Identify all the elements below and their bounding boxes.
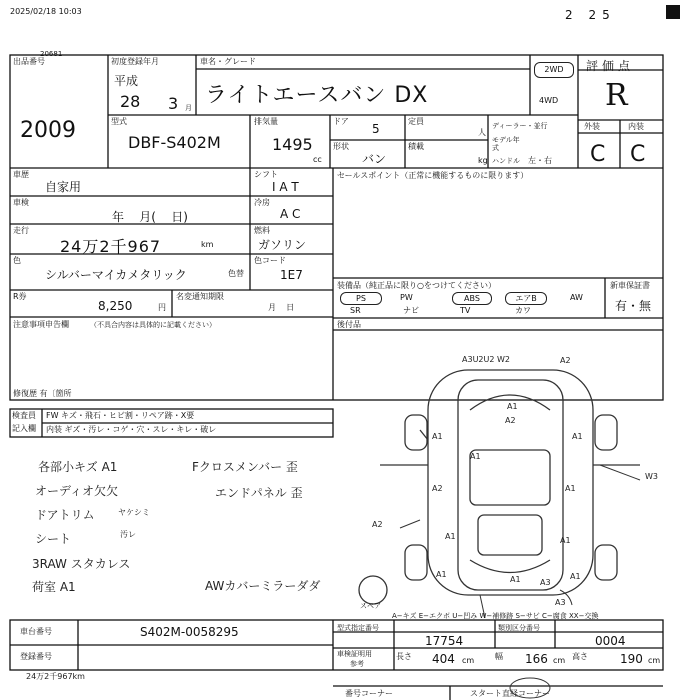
note-left-7: 3RAW スタカレス	[32, 557, 131, 571]
page-mark: 2 25	[565, 8, 616, 22]
length-value: 404	[432, 652, 455, 666]
shape-value: バン	[362, 152, 387, 166]
diag-mark-lf: A1	[432, 432, 443, 441]
score-int-label: 内装	[628, 122, 644, 131]
equip-tv: TV	[460, 306, 471, 315]
reg-number-label: 登録番号	[20, 652, 52, 661]
spare-label: スペア	[360, 602, 381, 610]
shift-label: シフト	[254, 170, 278, 179]
ac-label: 冷房	[254, 198, 270, 207]
score-ext-label: 外装	[584, 122, 600, 131]
new-warranty-label: 新車保証書	[610, 281, 650, 290]
inspector-row-1: FW キズ・飛石・ヒビ割・リペア跡・X要	[46, 411, 195, 420]
recycle-label: R券	[13, 292, 27, 301]
diag-mark-lr: A1	[445, 532, 456, 541]
fuel-label: 燃料	[254, 226, 270, 235]
repair-history: 修復歴 有〔箇所	[13, 389, 72, 398]
color-code: 1E7	[280, 268, 303, 282]
model-spec-value: 17754	[425, 634, 464, 648]
mileage-label: 走行	[13, 226, 29, 235]
height-value: 190	[620, 652, 643, 666]
equip-sr: SR	[350, 306, 361, 315]
shape-label: 形状	[333, 142, 349, 151]
note-right-2: エンドパネル 歪	[215, 486, 303, 500]
yen-unit: 円	[158, 303, 166, 312]
note-left-4: シート	[35, 532, 72, 546]
name-change-label: 名変通知期限	[176, 292, 224, 301]
reg-month: 3	[168, 94, 179, 113]
diag-mark-left-w3: A2	[372, 520, 383, 529]
width-label: 幅	[495, 652, 503, 661]
diag-mark-top: A3U2U2 W2	[462, 355, 510, 364]
dealer-label: ディーラー・並行	[492, 122, 548, 130]
class-value: 0004	[595, 634, 626, 648]
person-unit: 人	[478, 128, 486, 137]
chassis-label: 車台番号	[20, 627, 52, 636]
equip-leather: カワ	[515, 306, 531, 315]
lot-small-code: 20681	[40, 50, 63, 58]
handle-label: ハンドル	[492, 157, 520, 165]
shift-value: I A T	[272, 180, 299, 194]
equip-airbag: エアB	[505, 292, 547, 305]
note-left-1: 各部小キズ A1	[38, 460, 118, 474]
inspector-row-2: 内装 ギズ・汚レ・コゲ・穴・スレ・キレ・破レ	[46, 425, 217, 434]
diag-mark-rrw: A1	[570, 572, 581, 581]
diag-mark-w3: W3	[645, 472, 658, 481]
diag-mark-a3: A3	[555, 598, 566, 607]
drive-4wd: 4WD	[539, 96, 559, 105]
length-label: 長さ	[396, 652, 412, 661]
height-label: 高さ	[572, 652, 588, 661]
model-spec-label: 型式指定番号	[337, 624, 379, 632]
ref-label: 参考	[350, 660, 364, 668]
score-value: R	[605, 78, 628, 113]
after-parts-label: 後付品	[337, 320, 361, 329]
chassis-value: S402M-0058295	[140, 625, 239, 639]
vehicle-name: ライトエースバン DX	[205, 83, 429, 108]
new-warranty-value: 有・無	[615, 299, 652, 313]
history-label: 車歴	[13, 170, 29, 179]
diag-mark-rd: A1	[565, 484, 576, 493]
score-ext-value: C	[590, 142, 606, 167]
km-unit: km	[201, 240, 214, 249]
diag-mark-hood-a1: A1	[507, 402, 518, 411]
equip-pw: PW	[400, 293, 413, 302]
note-left-2: オーディオ欠欠	[35, 484, 119, 498]
bottom-right-label: スタート直経コーナー	[470, 689, 550, 698]
reg-month-unit: 月	[185, 104, 192, 112]
width-value: 166	[525, 652, 548, 666]
fuel-value: ガソリン	[258, 238, 307, 252]
model-year-label: モデル年式	[492, 136, 520, 152]
class-label: 類別区分番号	[498, 624, 540, 632]
note-left-6: 汚レ	[120, 530, 136, 539]
capacity-label: 定員	[408, 117, 424, 126]
mileage-value: 24万2千967	[60, 237, 162, 256]
inspector-label-1: 検査員	[12, 411, 36, 420]
name-change-value: 月 日	[268, 303, 295, 312]
history-value: 自家用	[45, 180, 82, 194]
reg-year: 28	[120, 92, 141, 111]
diag-mark-tr: A2	[560, 356, 571, 365]
equip-ps: PS	[340, 292, 382, 305]
reg-label: 初度登録年月	[111, 57, 159, 66]
color-code-label: 色コード	[254, 256, 286, 265]
lot-number: 2009	[20, 118, 76, 143]
length-unit: cm	[462, 656, 475, 665]
equip-aw: AW	[570, 293, 583, 302]
damage-legend: A−キズ E−エクボ U−凹み W−補修跡 S−サビ C−腐食 XX−交換	[392, 612, 599, 620]
timestamp: 2025/02/18 10:03	[10, 7, 82, 16]
displacement-label: 排気量	[254, 117, 278, 126]
diag-mark-rear-1: A1	[510, 575, 521, 584]
diag-mark-hood-a2: A2	[505, 416, 516, 425]
drive-2wd: 2WD	[534, 62, 574, 78]
ac-value: A C	[280, 207, 301, 221]
color-label: 色	[13, 256, 21, 265]
diag-mark-mid: A1	[470, 452, 481, 461]
recycle-value: 8,250	[98, 299, 133, 313]
note-left-8: 荷室 A1	[32, 580, 76, 594]
inspector-label-2: 記入欄	[12, 424, 36, 433]
width-unit: cm	[553, 656, 566, 665]
inspection-label: 車検	[13, 198, 29, 207]
diag-mark-rf: A1	[572, 432, 583, 441]
inspection-value: 年 月( 日)	[112, 210, 188, 224]
model-value: DBF-S402M	[128, 133, 221, 152]
reg-handwritten: 24万2千967km	[26, 672, 85, 681]
vehicle-name-label: 車名・グレード	[200, 57, 256, 66]
door-label: ドア	[333, 117, 349, 126]
equip-navi: ナビ	[403, 306, 419, 315]
notes-label: 注意事項申告欄	[13, 320, 69, 329]
diag-mark-rear-2: A3	[540, 578, 551, 587]
sales-points-label: セールスポイント（正常に機能するものに限ります）	[337, 171, 529, 180]
diag-mark-lrw: A1	[436, 570, 447, 579]
color-change-label: 色替	[228, 269, 244, 278]
note-left-5: ヤケシミ	[118, 508, 150, 517]
bottom-left-label: 番号コーナー	[345, 689, 393, 698]
height-unit: cm	[648, 656, 661, 665]
handle-value: 左・右	[528, 156, 552, 165]
cert-label: 車検証明用	[337, 650, 372, 658]
model-label: 型式	[111, 117, 127, 126]
door-value: 5	[372, 122, 380, 136]
score-label: 評価点	[586, 59, 635, 73]
cc-unit: cc	[313, 155, 322, 164]
score-int-value: C	[630, 142, 646, 167]
displacement-value: 1495	[272, 135, 313, 154]
lot-label: 出品番号	[13, 57, 45, 66]
diag-mark-ld: A2	[432, 484, 443, 493]
kg-unit: kg	[478, 156, 488, 165]
corner-block	[666, 5, 680, 19]
color-value: シルバーマイカメタリック	[45, 268, 187, 282]
note-right-3: AWカバーミラーダダ	[205, 579, 321, 593]
equipment-label: 装備品（純正品に限り○をつけてください）	[337, 281, 496, 290]
diag-mark-rr: A1	[560, 536, 571, 545]
notes-sub: （不具合内容は具体的に記載ください）	[90, 321, 216, 329]
equip-abs: ABS	[452, 292, 492, 305]
note-right-1: Fクロスメンバー 歪	[192, 460, 298, 474]
note-left-3: ドアトリム	[35, 508, 95, 522]
load-label: 積載	[408, 142, 424, 151]
reg-era: 平成	[114, 74, 139, 88]
